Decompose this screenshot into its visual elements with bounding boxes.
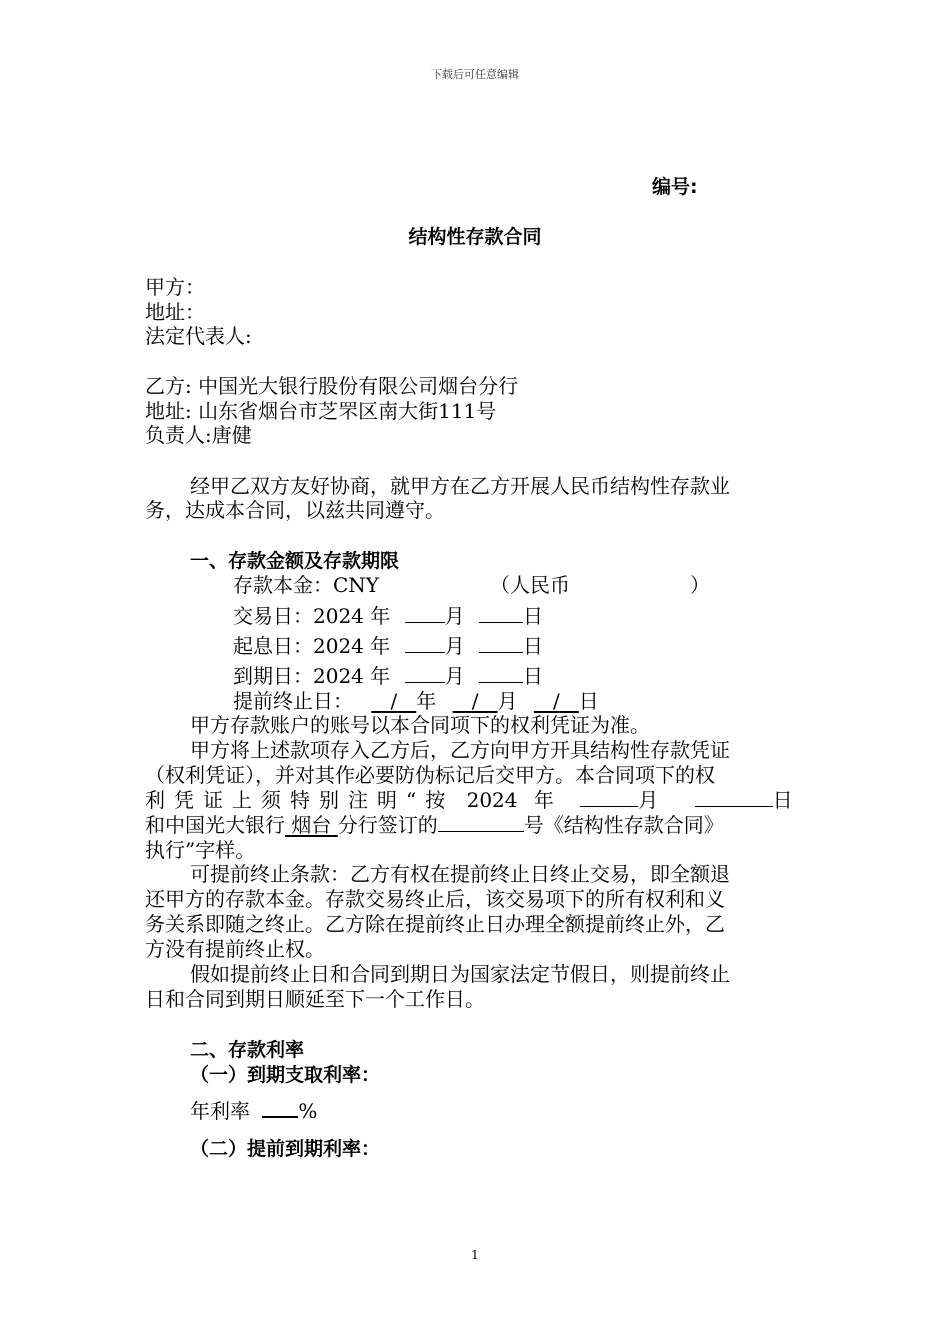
start-month-blank xyxy=(405,634,445,653)
account-line: 甲方存款账户的账号以本合同项下的权利凭证为准。 xyxy=(190,713,650,737)
trade-month-blank xyxy=(405,604,445,623)
month-text: 月 xyxy=(444,664,465,688)
maturity-date-line xyxy=(233,664,543,689)
para2-3b: 2024 xyxy=(466,788,518,812)
para2-3c: 年 xyxy=(533,788,554,812)
maturity-day-blank xyxy=(479,664,523,683)
trade-day-blank xyxy=(479,604,523,623)
party-a-address: 地址： xyxy=(145,300,205,324)
month-text: 月 xyxy=(444,604,465,628)
party-b-name: 乙方: 中国光大银行股份有限公司烟台分行 xyxy=(145,374,519,398)
section-2-heading: 二、存款利率 xyxy=(190,1039,305,1061)
para2-line-4 xyxy=(145,813,724,838)
early-month-blank: / xyxy=(471,689,479,713)
percent-sign: % xyxy=(298,1099,318,1123)
para4-line-2: 日和合同到期日顺延至下一个工作日。 xyxy=(145,987,485,1011)
document-title: 结构性存款合同 xyxy=(408,226,542,248)
annual-rate-label: 年利率 xyxy=(190,1099,250,1123)
section-1-heading: 一、存款金额及存款期限 xyxy=(190,550,400,572)
day-text: 日 xyxy=(522,664,543,688)
para2-line-2: （权利凭证），并对其作必要防伪标记后交甲方。本合同项下的权 xyxy=(145,763,715,787)
para3-line-1: 可提前终止条款：乙方有权在提前终止日终止交易，即全额退 xyxy=(190,862,730,886)
month-text: 月 xyxy=(444,634,465,658)
para2-line-3 xyxy=(145,788,805,813)
para2-4d: 号《结构性存款合同》 xyxy=(523,813,724,837)
para2-line-5: 执行”字样。 xyxy=(145,838,256,862)
early-termination-label: 提前终止日： xyxy=(233,689,353,713)
day-text: 日 xyxy=(522,634,543,658)
para3-line-2: 还甲方的存款本金。存款交易终止后，该交易项下的所有权利和义 xyxy=(145,887,725,911)
para3-line-3: 务关系即随之终止。乙方除在提前终止日办理全额提前终止外，乙 xyxy=(145,912,725,936)
annual-rate-blank xyxy=(262,1098,298,1118)
contract-number-label: 编号: xyxy=(652,176,698,198)
start-date-label: 起息日：2024 年 xyxy=(233,634,391,658)
principal-line xyxy=(233,573,379,598)
para4-line-1: 假如提前终止日和合同到期日为国家法定节假日，则提前终止 xyxy=(190,962,730,986)
maturity-date-label: 到期日：2024 年 xyxy=(233,664,391,688)
intro-line-1: 经甲乙双方友好协商，就甲方在乙方开展人民币结构性存款业 xyxy=(190,474,730,498)
day-text: 日 xyxy=(578,689,599,713)
rmb-open: （人民币 xyxy=(490,573,570,597)
trade-date-label: 交易日：2024 年 xyxy=(233,604,391,628)
section-2-sub-1: （一）到期支取利率： xyxy=(190,1064,381,1086)
para2-4a: 和中国光大银行 xyxy=(145,813,285,837)
para2-day-blank xyxy=(695,788,773,807)
para2-3a: 利凭证上须特别注明“按 xyxy=(145,788,455,812)
para2-month-blank xyxy=(580,788,638,807)
party-b-head: 负责人:唐健 xyxy=(145,423,252,447)
start-day-blank xyxy=(479,634,523,653)
day-text: 日 xyxy=(772,788,793,812)
header-note: 下载后可任意编辑 xyxy=(431,68,519,81)
section-2-sub-2: （二）提前到期利率： xyxy=(190,1138,381,1160)
trade-date-line xyxy=(233,604,543,629)
principal-label: 存款本金：CNY xyxy=(233,573,380,597)
rmb-close: ） xyxy=(690,573,710,597)
party-a-representative: 法定代表人: xyxy=(145,324,252,348)
year-text: 年 xyxy=(416,689,437,713)
annual-rate-line xyxy=(190,1098,317,1124)
contract-number-blank xyxy=(438,813,524,832)
party-a-name: 甲方： xyxy=(145,275,205,299)
early-termination-line xyxy=(233,689,599,714)
para3-line-4: 方没有提前终止权。 xyxy=(145,937,325,961)
party-b-address: 地址: 山东省烟台市芝罘区南大街111号 xyxy=(145,399,497,423)
month-text: 月 xyxy=(497,689,518,713)
para2-4c: 分行签订的 xyxy=(337,813,438,837)
page-number: 1 xyxy=(471,1248,479,1262)
intro-line-2: 务，达成本合同，以兹共同遵守。 xyxy=(145,498,445,522)
branch-name: 烟台 xyxy=(291,813,332,837)
start-date-line xyxy=(233,634,543,659)
para2-line-1: 甲方将上述款项存入乙方后，乙方向甲方开具结构性存款凭证 xyxy=(190,738,730,762)
early-year-blank: / xyxy=(390,689,398,713)
early-day-blank: / xyxy=(552,689,560,713)
month-text: 月 xyxy=(638,788,659,812)
maturity-month-blank xyxy=(405,664,445,683)
day-text: 日 xyxy=(522,604,543,628)
